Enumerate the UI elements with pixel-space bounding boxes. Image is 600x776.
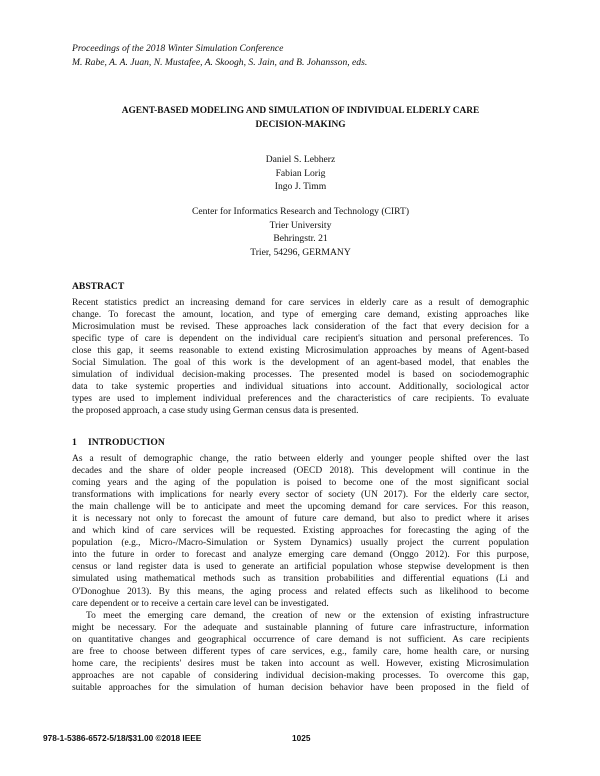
section-number: 1 — [72, 437, 77, 448]
affiliation-line: Behringstr. 21 — [273, 233, 328, 244]
text-line: Recent statistics predict an increasing demand for care services in elderly care as a result of demographic — [72, 298, 529, 308]
author-name: Ingo J. Timm — [274, 181, 327, 192]
text-line: population (e.g., Micro-/Macro-Simulation or System Dynamics) usually project the current population — [72, 538, 529, 549]
text-line: the proposed approach, a case study using German census data is presented. — [72, 406, 359, 417]
text-line: Social Simulation. The goal of this work is the development of an agent-based model, that enables the — [72, 358, 529, 369]
text-line: decades and the share of older people increased (OECD 2018). This development will continue in the — [72, 466, 529, 477]
affiliation — [72, 205, 529, 259]
text-line: coming years and the aging of the population is poised to become one of the most significant social — [72, 478, 529, 489]
text-line: into the future in order to forecast and analyze emerging care demand (Onggo 2012). For this purpose, — [72, 550, 529, 561]
text-line: are free to choose between different types of care services, e.g., family care, home health care, or nursing — [72, 647, 529, 658]
abstract-text — [72, 297, 529, 417]
page-number: 1025 — [292, 733, 311, 743]
proceedings-header — [72, 42, 532, 69]
affiliation-line: Trier University — [269, 219, 332, 231]
title-line-1: AGENT-BASED MODELING AND SIMULATION OF INDIVIDUAL ELDERLY CARE — [121, 106, 480, 116]
text-line: the main challenge will be to anticipate and meet the upcoming demand for care services. For this reason, — [72, 502, 529, 513]
text-line: close this gap, it seems reasonable to extend existing Microsimulation approaches by means of Agent-based — [72, 346, 529, 357]
introduction-paragraph-1 — [72, 453, 529, 610]
editors-line: M. Rabe, A. A. Juan, N. Mustafee, A. Skoogh, S. Jain, and B. Johansson, eds. — [72, 56, 368, 68]
text-line: To meet the emerging care demand, the creation of new or the extension of existing infrastructure — [86, 611, 529, 621]
text-line: simulation of individual decision-making processes. The presented model is based on sociodemographic — [72, 370, 529, 381]
introduction-paragraph-2 — [72, 610, 529, 694]
section-title: INTRODUCTION — [88, 437, 165, 448]
text-line: data to take systemic properties and individual situations into account. Additionally, sociological actor — [72, 382, 529, 393]
conference-name: Proceedings of the 2018 Winter Simulation Conference — [72, 43, 284, 54]
text-line: census or land register data is used to generate an artificial population whose stepwise development is then — [72, 562, 529, 573]
isbn-copyright: 978-1-5386-6572-5/18/$31.00 ©2018 IEEE — [43, 733, 202, 743]
text-line: it is necessary not only to forecast the amount of future care demand, but also to predict where it arises — [72, 514, 529, 525]
paper-title — [72, 104, 529, 132]
title-line-2: DECISION-MAKING — [255, 120, 346, 130]
affiliation-line: Center for Informatics Research and Technology (CIRT) — [191, 206, 410, 217]
abstract-heading: ABSTRACT — [72, 281, 125, 292]
text-line: simulated using mathematical methods such as transition probabilities and differential equations (Li and — [72, 574, 529, 585]
author-list — [72, 153, 529, 194]
affiliation-line: Trier, 54296, GERMANY — [250, 246, 351, 258]
text-line: types are used to implement individual preferences and the characteristics of care recipients. To evaluate — [72, 394, 529, 405]
text-line: change. To forecast the amount, location, and type of emerging care demand, existing approaches like — [72, 310, 529, 321]
text-line: on quantitative changes and geographical occurrence of care demand is not sufficient. As care recipients — [72, 635, 529, 646]
introduction-heading — [72, 437, 165, 448]
text-line: home care, the recipients' desires must be taken into account as well. However, existing Microsimulation — [72, 659, 529, 670]
text-line: might be necessary. For the adequate and sustainable planning of future care infrastructure, information — [72, 623, 529, 634]
text-line: O'Donoghue 2013). By this means, the aging process and related effects such as likelihood to become — [72, 586, 529, 597]
text-line: Microsimulation must be revised. These approaches lack consideration of the fact that every decision for a — [72, 322, 529, 333]
text-line: and which kind of care services will be requested. Existing approaches for forecasting the aging of the — [72, 526, 529, 537]
text-line: suitable approaches for the simulation of human decision behavior have been proposed in the field of — [72, 683, 529, 694]
text-line: As a result of demographic change, the ratio between elderly and younger people shifted over the last — [72, 454, 529, 464]
author-name: Fabian Lorig — [275, 167, 326, 179]
author-name: Daniel S. Lebherz — [265, 154, 336, 165]
text-line: specific type of care is dependent on the individual care recipient's situation and personal preferences. To — [72, 334, 529, 345]
text-line: approaches are not capable of considering individual decision-making processes. To overcome this gap, — [72, 671, 529, 682]
text-line: care dependent or to receive a certain care level can be investigated. — [72, 598, 329, 609]
text-line: transformations with implications for nearly every sector of society (UN 2017). For the elderly care sector, — [72, 490, 529, 501]
